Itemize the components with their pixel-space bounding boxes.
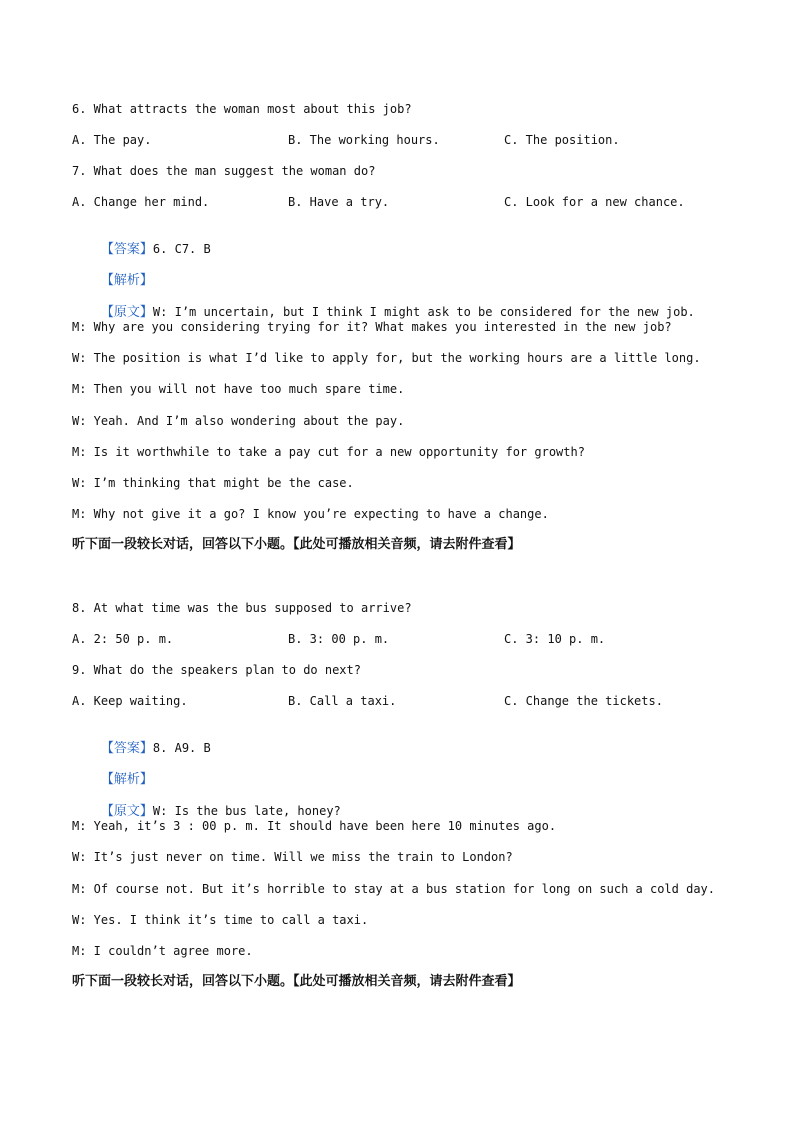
question-8: 8. At what time was the bus supposed to arrive? — [72, 601, 412, 615]
transcript-line: 【原文】W: I’m uncertain, but I think I might ask to be considered for the new job. — [100, 305, 695, 320]
answer-text: 6. C7. B — [152, 242, 211, 256]
transcript-line: M: I couldn’t agree more. — [72, 944, 253, 958]
transcript-line: M: Why are you considering trying for it? What makes you interested in the new job? — [72, 320, 672, 334]
q6-option-c: C. The position. — [504, 133, 620, 147]
transcript-line: M: Then you will not have too much spare time. — [72, 382, 405, 396]
transcript-line: M: Why not give it a go? I know you’re expecting to have a change. — [72, 507, 549, 521]
transcript-line: M: Is it worthwhile to take a pay cut for a new opportunity for growth? — [72, 445, 585, 459]
q6-option-a: A. The pay. — [72, 133, 152, 147]
answer-tag: 【答案】 — [100, 741, 153, 756]
transcript-line: M: Yeah, it’s 3 : 00 p. m. It should have been here 10 minutes ago. — [72, 819, 557, 833]
transcript-line: W: I’m thinking that might be the case. — [72, 476, 354, 490]
q9-option-b: B. Call a taxi. — [288, 694, 397, 708]
transcript-line: W: It’s just never on time. Will we miss the train to London? — [72, 850, 513, 864]
question-9: 9. What do the speakers plan to do next? — [72, 663, 361, 677]
question-6: 6. What attracts the woman most about this job? — [72, 102, 412, 116]
q6-option-b: B. The working hours. — [288, 133, 440, 147]
q9-option-a: A. Keep waiting. — [72, 694, 188, 708]
listening-instruction: 听下面一段较长对话，回答以下小题。【此处可播放相关音频，请去附件查看】 — [72, 537, 521, 552]
question-7: 7. What does the man suggest the woman do? — [72, 164, 376, 178]
q8-option-c: C. 3: 10 p. m. — [504, 632, 606, 646]
source-tag: 【原文】 — [100, 305, 153, 320]
q7-option-c: C. Look for a new chance. — [504, 195, 685, 209]
q7-option-a: A. Change her mind. — [72, 195, 210, 209]
q9-option-c: C. Change the tickets. — [504, 694, 663, 708]
q7-option-b: B. Have a try. — [288, 195, 390, 209]
transcript-line: M: Of course not. But it’s horrible to stay at a bus station for long on such a cold day. — [72, 882, 715, 896]
answer-tag: 【答案】 — [100, 242, 153, 257]
analysis-tag: 【解析】 — [100, 772, 153, 787]
answer-text: 8. A9. B — [152, 741, 211, 755]
analysis-tag: 【解析】 — [100, 273, 153, 288]
transcript-line: W: Yes. I think it’s time to call a taxi. — [72, 913, 369, 927]
q8-option-a: A. 2: 50 p. m. — [72, 632, 174, 646]
q8-option-b: B. 3: 00 p. m. — [288, 632, 390, 646]
transcript-line: W: Yeah. And I’m also wondering about the pay. — [72, 414, 405, 428]
source-tag: 【原文】 — [100, 804, 153, 819]
transcript-line: 【原文】W: Is the bus late, honey? — [100, 804, 341, 819]
transcript-line: W: The position is what I’d like to apply for, but the working hours are a little long. — [72, 351, 701, 365]
listening-instruction: 听下面一段较长对话，回答以下小题。【此处可播放相关音频，请去附件查看】 — [72, 974, 521, 989]
